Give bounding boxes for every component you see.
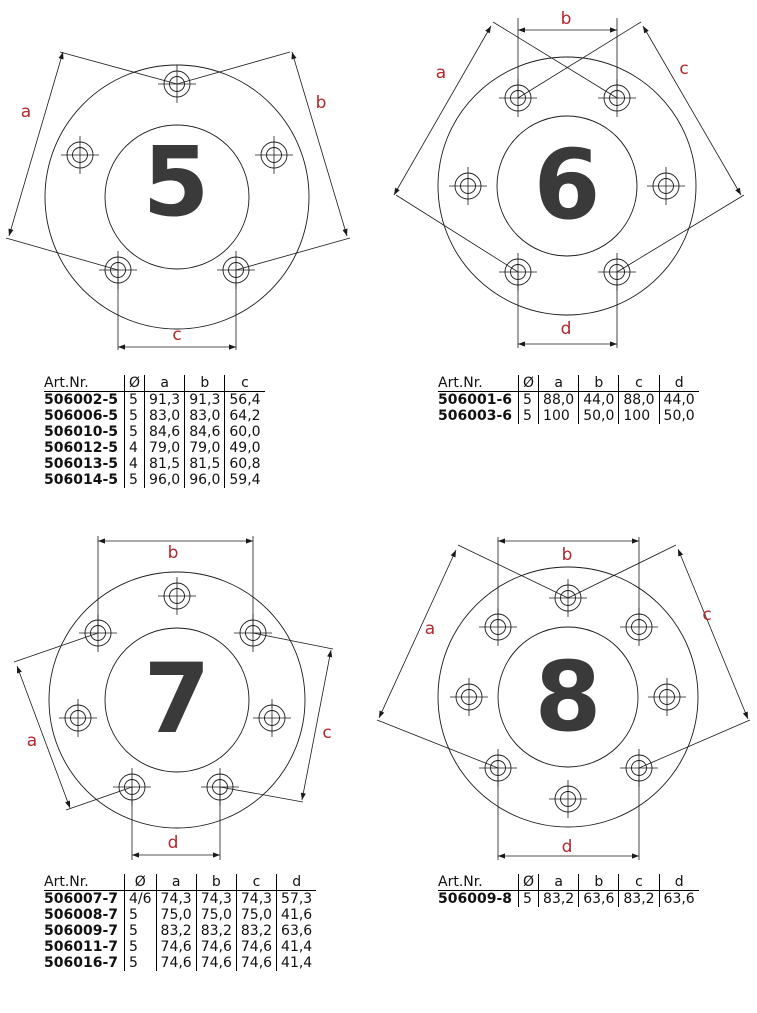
column-header: d	[659, 375, 699, 392]
table-cell: 74,6	[196, 939, 236, 955]
dimension-label-b: b	[167, 543, 179, 563]
table-row	[44, 424, 265, 440]
column-header-art-nr: Art.Nr.	[438, 874, 519, 891]
column-header: a	[539, 375, 579, 392]
dimension-table-5	[44, 375, 265, 488]
table-cell: 88,0	[539, 392, 579, 409]
pattern-number: 6	[533, 129, 601, 241]
bolt-hole-icon	[61, 136, 99, 174]
table-cell: 41,4	[277, 955, 317, 971]
table-row	[44, 392, 265, 409]
table-cell: 49,0	[225, 440, 265, 456]
table-cell: 74,3	[156, 891, 196, 908]
pattern-6-diagram	[394, 9, 744, 348]
article-number: 506009-7	[44, 923, 118, 939]
dimension-label-a: a	[435, 63, 447, 83]
article-number: 506001-6	[438, 392, 512, 408]
dimension-label-d: d	[560, 319, 572, 339]
table-cell: 96,0	[185, 472, 225, 488]
article-number: 506012-5	[44, 440, 118, 456]
table-cell: 63,6	[277, 923, 317, 939]
article-number: 506008-7	[44, 907, 118, 923]
article-number: 506010-5	[44, 424, 118, 440]
article-number: 506007-7	[44, 891, 118, 907]
dimension-line-a	[9, 52, 63, 236]
column-header: a	[145, 375, 185, 392]
table-cell: 5	[125, 392, 145, 409]
column-header: c	[619, 375, 659, 392]
table-cell: 74,6	[156, 955, 196, 971]
table-cell: 60,8	[225, 456, 265, 472]
table-cell: 84,6	[185, 424, 225, 440]
dimension-line-c	[220, 787, 303, 802]
table-cell: 5	[519, 408, 539, 424]
table-cell: 59,4	[225, 472, 265, 488]
table-cell: 83,2	[196, 923, 236, 939]
table-cell: 96,0	[145, 472, 185, 488]
column-header: b	[579, 874, 619, 891]
table-cell: 74,3	[196, 891, 236, 908]
table-cell: 84,6	[145, 424, 185, 440]
column-header-art-nr: Art.Nr.	[44, 375, 125, 392]
table-cell: 100	[539, 408, 579, 424]
dimension-line-a	[6, 238, 118, 270]
table-cell: 5	[125, 923, 157, 939]
table-row	[44, 472, 265, 488]
table-cell: 5	[125, 939, 157, 955]
article-number: 506009-8	[438, 891, 512, 907]
table-cell: 57,3	[277, 891, 317, 908]
pattern-7-diagram	[14, 536, 333, 860]
pattern-number: 5	[142, 126, 210, 238]
dimension-table-7	[44, 874, 316, 971]
table-cell: 5	[519, 392, 539, 409]
dimension-label-c: c	[702, 605, 712, 625]
bolt-hole-icon	[255, 136, 293, 174]
table-row	[438, 891, 699, 908]
table-cell: 83,0	[185, 408, 225, 424]
article-number: 506006-5	[44, 408, 118, 424]
table-cell: 5	[519, 891, 539, 908]
dimension-line-a	[377, 720, 498, 768]
table-cell: 83,2	[619, 891, 659, 908]
table-cell: 50,0	[579, 408, 619, 424]
column-header: c	[236, 874, 276, 891]
dimension-line-c	[617, 195, 744, 272]
table-cell: 63,6	[579, 891, 619, 908]
table-cell: 83,2	[539, 891, 579, 908]
table-cell: 63,6	[659, 891, 699, 908]
table-cell: 44,0	[579, 392, 619, 409]
table-cell: 5	[125, 408, 145, 424]
article-number: 506002-5	[44, 392, 118, 408]
column-header: a	[156, 874, 196, 891]
column-header: Ø	[125, 375, 145, 392]
table-cell: 91,3	[145, 392, 185, 409]
dimension-label-b: b	[560, 9, 572, 29]
table-cell: 100	[619, 408, 659, 424]
table-cell: 44,0	[659, 392, 699, 409]
table-cell: 5	[125, 424, 145, 440]
article-number: 506011-7	[44, 939, 118, 955]
dimension-label-a: a	[424, 619, 436, 639]
table-row	[44, 923, 316, 939]
dimension-table-8	[438, 874, 699, 907]
bolt-hole-icon	[158, 577, 196, 615]
table-row	[44, 456, 265, 472]
table-cell: 41,6	[277, 907, 317, 923]
dimension-line-a	[379, 550, 456, 718]
table-cell: 74,6	[236, 955, 276, 971]
table-cell: 79,0	[145, 440, 185, 456]
bolt-hole-icon	[59, 699, 97, 737]
column-header: c	[619, 874, 659, 891]
table-cell: 74,6	[156, 939, 196, 955]
dimension-line-a	[66, 787, 132, 810]
pattern-number: 8	[534, 641, 602, 753]
table-cell: 83,2	[236, 923, 276, 939]
table-row	[44, 408, 265, 424]
dimension-table-6	[438, 375, 699, 424]
table-row	[438, 392, 699, 409]
table-cell: 5	[125, 907, 157, 923]
table-cell: 41,4	[277, 939, 317, 955]
dimension-label-a: a	[20, 102, 32, 122]
column-header: d	[659, 874, 699, 891]
table-cell: 56,4	[225, 392, 265, 409]
table-cell: 75,0	[156, 907, 196, 923]
column-header: c	[225, 375, 265, 392]
table-cell: 60,0	[225, 424, 265, 440]
column-header: Ø	[519, 874, 539, 891]
table-row	[438, 408, 699, 424]
dimension-line-b	[236, 238, 350, 270]
table-cell: 74,3	[236, 891, 276, 908]
bolt-hole-icon	[549, 780, 587, 818]
table-cell: 74,6	[196, 955, 236, 971]
column-header-art-nr: Art.Nr.	[438, 375, 519, 392]
table-cell: 81,5	[145, 456, 185, 472]
table-row	[44, 907, 316, 923]
dimension-line-a	[17, 666, 70, 808]
pattern-5-diagram	[6, 52, 350, 350]
article-number: 506003-6	[438, 408, 512, 424]
table-cell: 81,5	[185, 456, 225, 472]
dimension-label-b: b	[561, 545, 573, 565]
table-cell: 91,3	[185, 392, 225, 409]
table-cell: 50,0	[659, 408, 699, 424]
article-number: 506013-5	[44, 456, 118, 472]
dimension-line-a	[394, 26, 491, 195]
dimension-line-c	[568, 545, 676, 598]
dimension-label-a: a	[26, 731, 38, 751]
table-cell: 75,0	[196, 907, 236, 923]
dimension-label-c: c	[322, 723, 332, 743]
table-cell: 83,2	[156, 923, 196, 939]
dimension-label-c: c	[172, 325, 182, 345]
bolt-hole-icon	[450, 678, 488, 716]
column-header: b	[579, 375, 619, 392]
pattern-8-diagram	[377, 537, 750, 860]
table-cell: 4	[125, 440, 145, 456]
table-cell: 74,6	[236, 939, 276, 955]
column-header: d	[277, 874, 317, 891]
table-cell: 75,0	[236, 907, 276, 923]
column-header: a	[539, 874, 579, 891]
dimension-line-c	[678, 549, 748, 719]
column-header: b	[185, 375, 225, 392]
dimension-label-c: c	[679, 59, 689, 79]
article-number: 506014-5	[44, 472, 118, 488]
table-cell: 4/6	[125, 891, 157, 908]
dimension-label-b: b	[315, 93, 327, 113]
table-row	[44, 939, 316, 955]
table-cell: 64,2	[225, 408, 265, 424]
column-header: Ø	[125, 874, 157, 891]
table-cell: 79,0	[185, 440, 225, 456]
dimension-line-b	[292, 52, 347, 236]
table-row	[44, 440, 265, 456]
bolt-hole-icon	[647, 167, 685, 205]
dimension-line-a	[458, 545, 568, 598]
column-header: Ø	[519, 375, 539, 392]
pattern-number: 7	[143, 643, 211, 755]
table-cell: 5	[125, 472, 145, 488]
table-row	[44, 891, 316, 908]
bolt-hole-icon	[648, 678, 686, 716]
dimension-line-c	[643, 26, 741, 195]
table-cell: 5	[125, 955, 157, 971]
table-cell: 4	[125, 456, 145, 472]
dimension-line-a	[60, 52, 177, 84]
table-cell: 88,0	[619, 392, 659, 409]
dimension-label-d: d	[167, 833, 179, 853]
column-header: b	[196, 874, 236, 891]
article-number: 506016-7	[44, 955, 118, 971]
bolt-hole-icon	[449, 167, 487, 205]
column-header-art-nr: Art.Nr.	[44, 874, 125, 891]
bolt-hole-icon	[253, 699, 291, 737]
dimension-label-d: d	[561, 837, 573, 857]
table-row	[44, 955, 316, 971]
dimension-line-b	[177, 52, 290, 84]
table-cell: 83,0	[145, 408, 185, 424]
